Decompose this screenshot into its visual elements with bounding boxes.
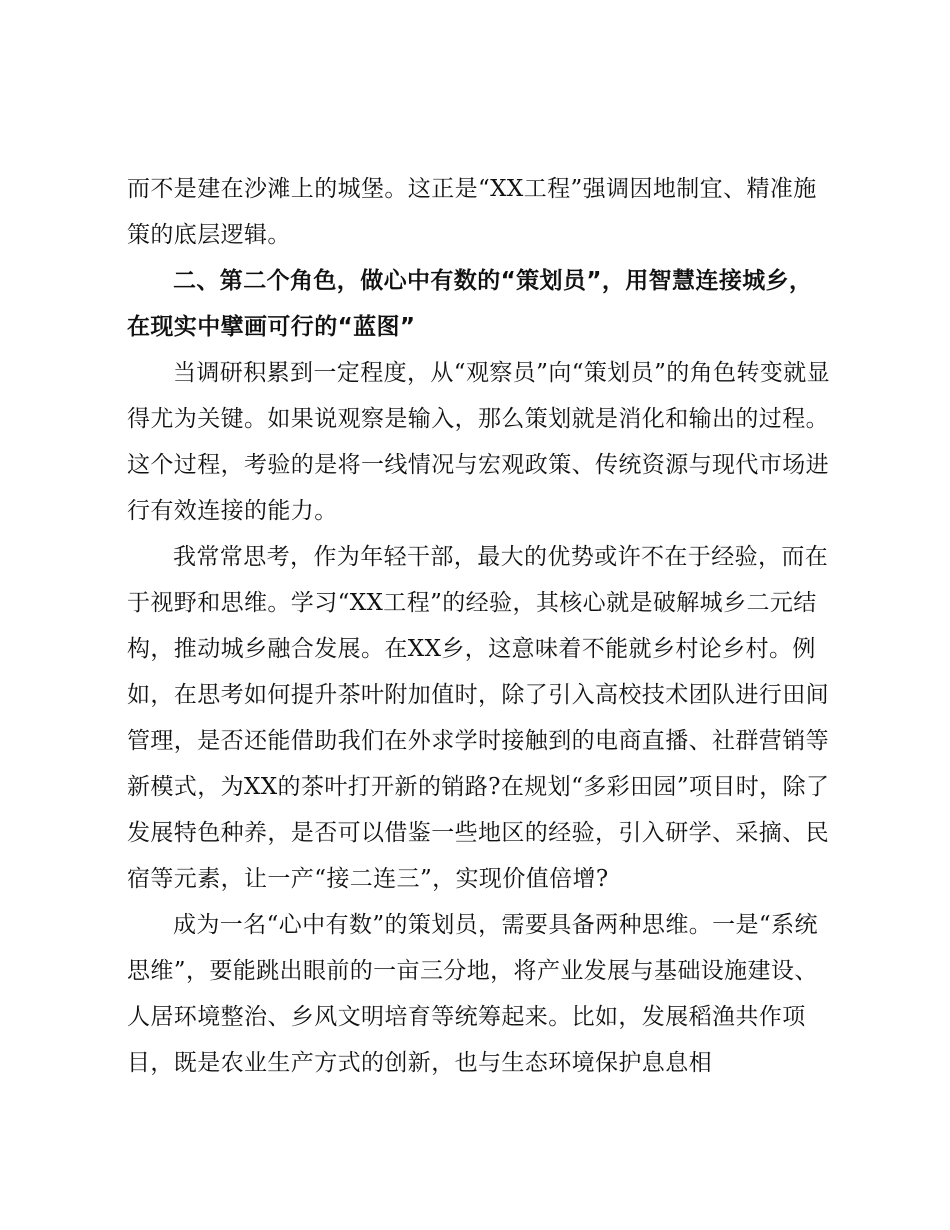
document-body	[127, 166, 832, 1086]
paragraph: 成为一名“心中有数”的策划员，需要具备两种思维。一是“系统思维”，要能跳出眼前的一亩三分地，将产业发展与基础设施建设、人居环境整治、乡风文明培育等统筹起来。比如，发展稻渔共作项目，既是农业生产方式的创新，也与生态环境保护息息相	[127, 912, 818, 1076]
section-heading: 二、第二个角色，做心中有数的“策划员”，用智慧连接城乡，在现实中擘画可行的“蓝图”	[127, 268, 813, 340]
paragraph-continuation: 而不是建在沙滩上的城堡。这正是“XX工程”强调因地制宜、精准施策的底层逻辑。	[127, 176, 817, 248]
paragraph: 当调研积累到一定程度，从“观察员”向“策划员”的角色转变就显得尤为关键。如果说观察是输入，那么策划就是消化和输出的过程。这个过程，考验的是将一线情况与宏观政策、传统资源与现代市场进行有效连接的能力。	[127, 360, 831, 524]
paragraph: 我常常思考，作为年轻干部，最大的优势或许不在于经验，而在于视野和思维。学习“XX工程”的经验，其核心就是破解城乡二元结构，推动城乡融合发展。在XX乡，这意味着不能就乡村论乡村。例如，在思考如何提升茶叶附加值时，除了引入高校技术团队进行田间管理，是否还能借助我们在外求学时接触到的电商直播、社群营销等新模式，为XX的茶叶打开新的销路?在规划“多彩田园”项目时，除了发展特色种养，是否可以借鉴一些地区的经验，引入研学、采摘、民宿等元素，让一产“接二连三”，实现价值倍增?	[127, 544, 830, 892]
